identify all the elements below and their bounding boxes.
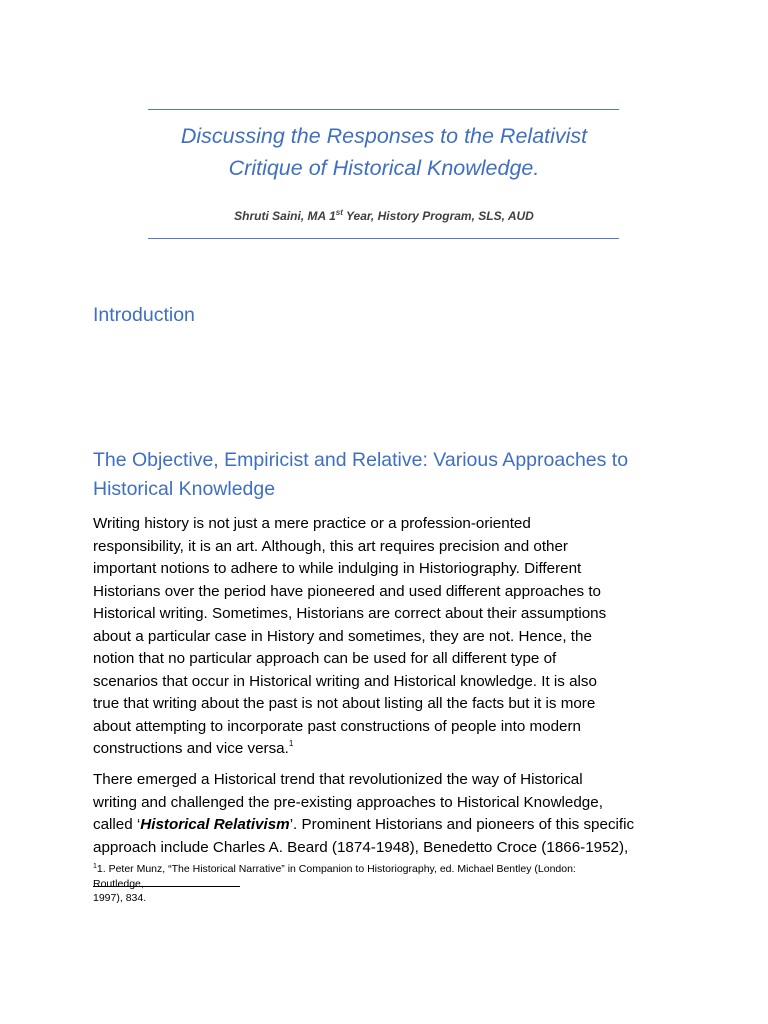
paragraph-line: writing and challenged the pre-existing approaches to Historical Knowledge, — [93, 793, 603, 811]
footnote-line-2: Routledge, — [93, 877, 144, 890]
paragraph-line: approach include Charles A. Beard (1874-1948), Benedetto Croce (1866-1952), — [93, 838, 629, 856]
paragraph-line: notion that no particular approach can be used for all different type of — [93, 650, 557, 667]
paragraph-line: There emerged a Historical trend that revolutionized the way of Historical — [93, 771, 583, 788]
paragraph-line: about attempting to incorporate past constructions of people into modern — [93, 717, 581, 735]
document-title — [100, 120, 668, 184]
section-heading-line-1: The Objective, Empiricist and Relative: Various Approaches to — [93, 449, 629, 471]
paragraph-line-with-emphasis — [93, 814, 634, 837]
paragraph-line: scenarios that occur in Historical writing and Historical knowledge. It is also — [93, 672, 597, 690]
footnote-reference: 1 — [288, 739, 294, 748]
paragraph-line: Writing history is not just a mere practice or a profession-oriented — [93, 515, 531, 532]
byline-ordinal-superscript: st — [335, 208, 343, 217]
paragraph-line: about a particular case in History and sometimes, they are not. Hence, the — [93, 627, 592, 645]
footnote-marker: 1 — [93, 863, 97, 870]
paragraph-last-line — [93, 738, 606, 761]
introduction-heading-text: Introduction — [93, 304, 195, 326]
emphasis-trail-text: ’. Prominent Historians and pioneers of this specific — [289, 816, 635, 833]
emphasized-term: Historical Relativism — [140, 816, 290, 833]
paragraph-last-line-text: constructions and vice versa. — [93, 740, 289, 757]
introduction-heading — [93, 301, 195, 330]
section-heading — [93, 446, 628, 503]
footnote-text: 1. Peter Munz, “The Historical Narrative” in Companion to Historiography, ed. Michael Bentley (London: — [96, 863, 576, 875]
section-heading-line-2: Historical Knowledge — [93, 477, 276, 500]
footnote-line-1 — [93, 862, 576, 877]
author-byline — [100, 206, 668, 226]
footnote — [93, 862, 576, 906]
paragraph-line: important notions to adhere to while indulging in Historiography. Different — [93, 560, 582, 577]
footnote-line-3: 1997), 834. — [93, 892, 147, 905]
body-paragraph-2 — [93, 769, 634, 859]
emphasis-lead-text: called ‘ — [93, 816, 141, 833]
byline-text-end: Year, History Program, SLS, AUD — [342, 209, 534, 223]
byline-text-start: Shruti Saini, MA 1 — [234, 209, 336, 223]
title-line-2: Critique of Historical Knowledge. — [228, 156, 540, 180]
paragraph-line: true that writing about the past is not about listing all the facts but it is more — [93, 695, 596, 712]
paragraph-line: responsibility, it is an art. Although, this art requires precision and other — [93, 537, 568, 555]
paragraph-line: Historians over the period have pioneered and used different approaches to — [93, 582, 601, 600]
title-top-rule — [148, 109, 619, 110]
title-bottom-rule — [148, 238, 619, 239]
body-paragraph-1 — [93, 513, 606, 761]
title-line-1: Discussing the Responses to the Relativist — [180, 124, 588, 148]
paragraph-line: Historical writing. Sometimes, Historians are correct about their assumptions — [93, 605, 607, 622]
